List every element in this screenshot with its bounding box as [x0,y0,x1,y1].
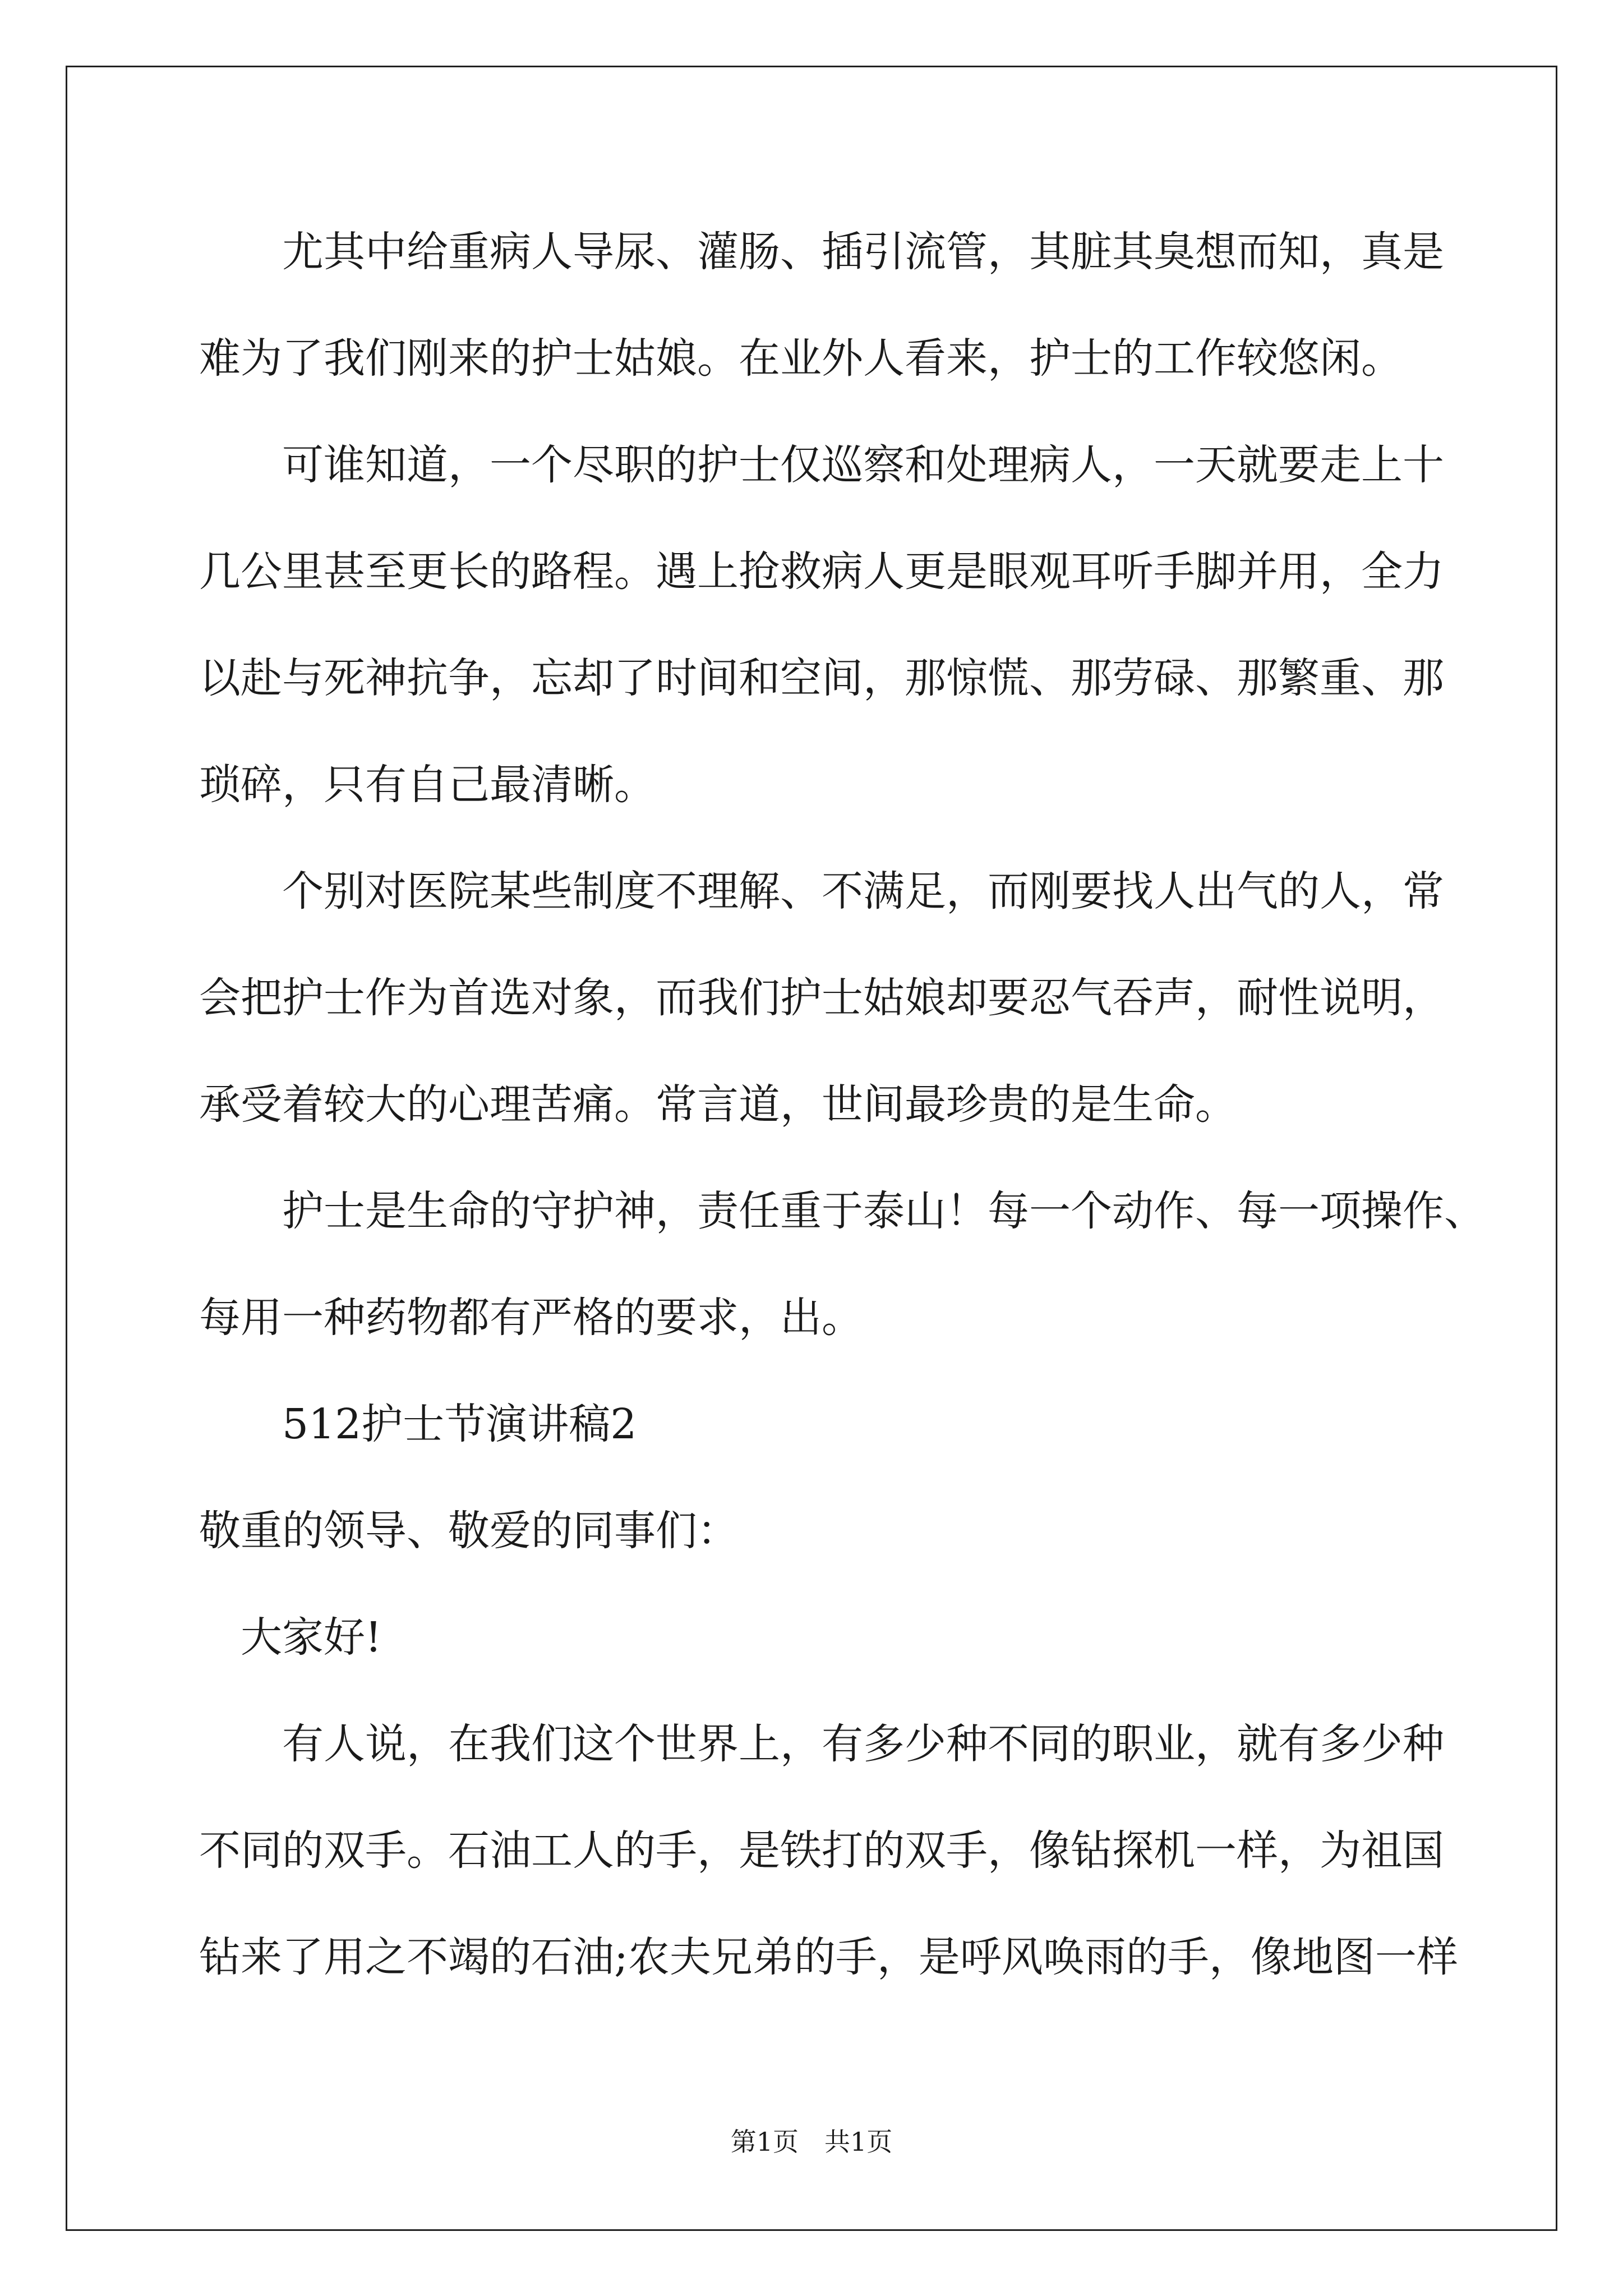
body-line: 尤其中给重病人导尿、灌肠、插引流管，其脏其臭想而知，真是 [199,228,1444,276]
body-line: 以赴与死神抗争，忘却了时间和空间，那惊慌、那劳碌、那繁重、那 [199,654,1444,702]
salutation: 敬重的领导、敬爱的同事们： [199,1507,739,1555]
greeting: 大家好! [199,1613,382,1662]
body-line: 有人说，在我们这个世界上，有多少种不同的职业，就有多少种 [199,1720,1444,1768]
page-number-footer: 第1页 共1页 [730,2127,893,2157]
body-line: 钻来了用之不竭的石油;农夫兄弟的手，是呼风唤雨的手，像地图一样 [199,1933,1458,1981]
body-line: 琐碎，只有自己最清晰。 [199,761,656,809]
section-heading: 512护士节演讲稿2 [199,1400,637,1448]
body-line: 每用一种药物都有严格的要求，出。 [199,1294,863,1342]
body-line: 不同的双手。石油工人的手，是铁打的双手，像钻探机一样，为祖国 [199,1826,1444,1875]
body-line: 会把护士作为首选对象，而我们护士姑娘却要忍气吞声，耐性说明， [199,974,1444,1022]
page-border [66,66,1557,2231]
body-line: 几公里甚至更长的路程。遇上抢救病人更是眼观耳听手脚并用，全力 [199,547,1444,596]
body-line: 个别对医院某些制度不理解、不满足，而刚要找人出气的人，常 [199,867,1444,915]
body-line: 可谁知道，一个尽职的护士仅巡察和处理病人，一天就要走上十 [199,441,1444,489]
body-line: 难为了我们刚来的护士姑娘。在业外人看来，护士的工作较悠闲。 [199,334,1403,383]
body-line: 承受着较大的心理苦痛。常言道，世间最珍贵的是生命。 [199,1080,1237,1129]
body-line: 护士是生命的守护神，责任重于泰山！每一个动作、每一项操作、 [199,1187,1486,1235]
